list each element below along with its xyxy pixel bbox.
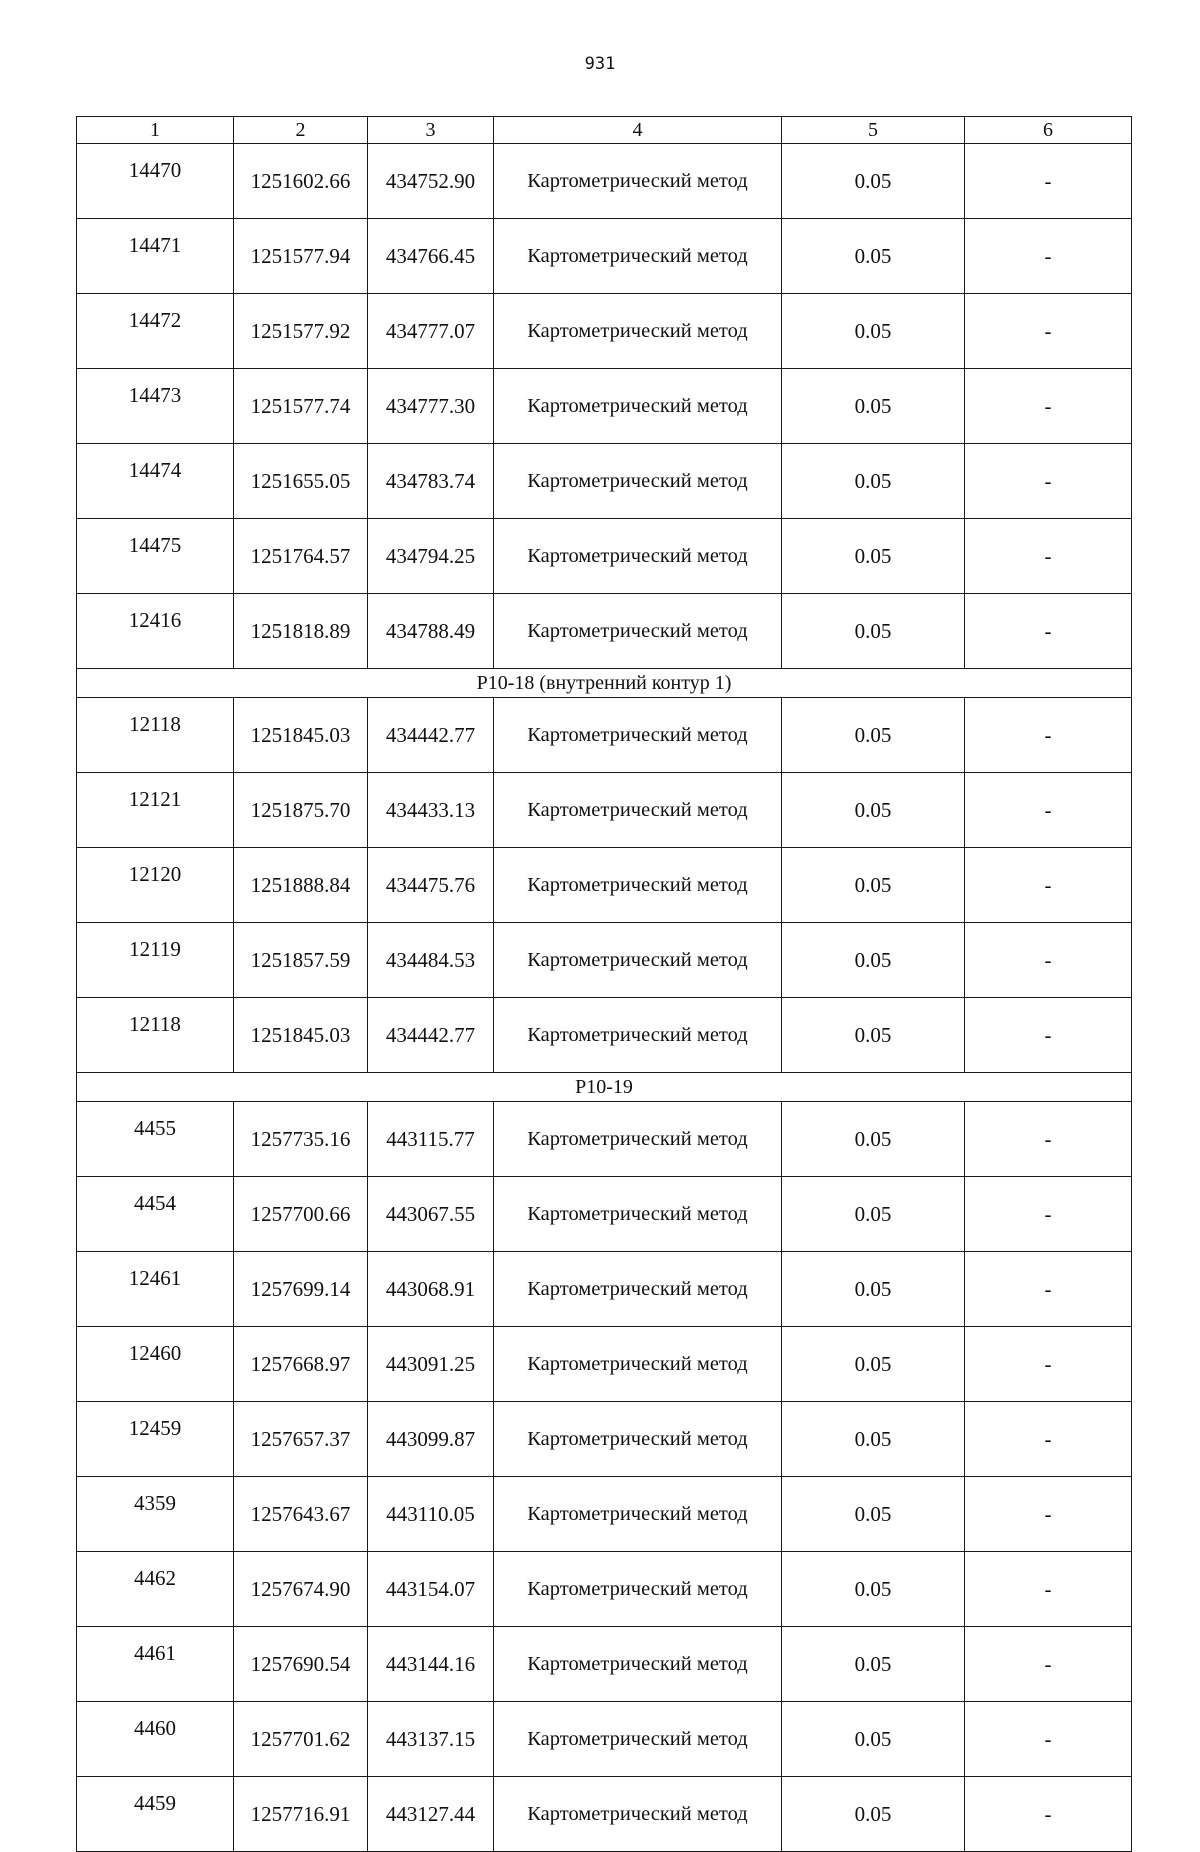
accuracy-cell: 0.05 — [782, 923, 965, 998]
point-number-cell: 12118 — [77, 998, 234, 1073]
method-cell: Картометрический метод — [494, 1627, 782, 1702]
table-row — [77, 848, 1132, 923]
accuracy-cell: 0.05 — [782, 1627, 965, 1702]
table-row — [77, 998, 1132, 1073]
note-cell: - — [965, 1102, 1132, 1177]
note-cell: - — [965, 1477, 1132, 1552]
method-cell: Картометрический метод — [494, 294, 782, 369]
column-header-3: 3 — [368, 117, 494, 144]
x-coordinate-cell: 1257735.16 — [234, 1102, 368, 1177]
point-number-cell: 14471 — [77, 219, 234, 294]
y-coordinate-cell: 443144.16 — [368, 1627, 494, 1702]
table-row — [77, 773, 1132, 848]
method-cell: Картометрический метод — [494, 519, 782, 594]
x-coordinate-cell: 1251602.66 — [234, 144, 368, 219]
y-coordinate-cell: 443099.87 — [368, 1402, 494, 1477]
method-cell: Картометрический метод — [494, 444, 782, 519]
point-number-cell: 4359 — [77, 1477, 234, 1552]
table-row — [77, 1777, 1132, 1852]
note-cell: - — [965, 998, 1132, 1073]
x-coordinate-cell: 1257643.67 — [234, 1477, 368, 1552]
point-number-cell: 4455 — [77, 1102, 234, 1177]
accuracy-cell: 0.05 — [782, 1402, 965, 1477]
table-row — [77, 1402, 1132, 1477]
accuracy-cell: 0.05 — [782, 144, 965, 219]
method-cell: Картометрический метод — [494, 1702, 782, 1777]
x-coordinate-cell: 1257657.37 — [234, 1402, 368, 1477]
table-row — [77, 369, 1132, 444]
table-row — [77, 698, 1132, 773]
column-header-5: 5 — [782, 117, 965, 144]
accuracy-cell: 0.05 — [782, 444, 965, 519]
x-coordinate-cell: 1251845.03 — [234, 698, 368, 773]
point-number-cell: 14475 — [77, 519, 234, 594]
point-number-cell: 14473 — [77, 369, 234, 444]
y-coordinate-cell: 443091.25 — [368, 1327, 494, 1402]
y-coordinate-cell: 443067.55 — [368, 1177, 494, 1252]
x-coordinate-cell: 1251764.57 — [234, 519, 368, 594]
point-number-cell: 12120 — [77, 848, 234, 923]
column-header-6: 6 — [965, 117, 1132, 144]
x-coordinate-cell: 1251845.03 — [234, 998, 368, 1073]
section-title: Р10-19 — [77, 1073, 1132, 1102]
note-cell: - — [965, 1327, 1132, 1402]
method-cell: Картометрический метод — [494, 1102, 782, 1177]
note-cell: - — [965, 848, 1132, 923]
y-coordinate-cell: 434777.07 — [368, 294, 494, 369]
method-cell: Картометрический метод — [494, 1777, 782, 1852]
method-cell: Картометрический метод — [494, 998, 782, 1073]
note-cell: - — [965, 519, 1132, 594]
accuracy-cell: 0.05 — [782, 1477, 965, 1552]
column-header-1: 1 — [77, 117, 234, 144]
accuracy-cell: 0.05 — [782, 294, 965, 369]
y-coordinate-cell: 443154.07 — [368, 1552, 494, 1627]
note-cell: - — [965, 1402, 1132, 1477]
accuracy-cell: 0.05 — [782, 1177, 965, 1252]
method-cell: Картометрический метод — [494, 848, 782, 923]
note-cell: - — [965, 594, 1132, 669]
table-row — [77, 1252, 1132, 1327]
y-coordinate-cell: 443127.44 — [368, 1777, 494, 1852]
table-row — [77, 594, 1132, 669]
method-cell: Картометрический метод — [494, 1402, 782, 1477]
table-row — [77, 519, 1132, 594]
point-number-cell: 12416 — [77, 594, 234, 669]
y-coordinate-cell: 434475.76 — [368, 848, 494, 923]
method-cell: Картометрический метод — [494, 219, 782, 294]
table-row — [77, 1477, 1132, 1552]
method-cell: Картометрический метод — [494, 698, 782, 773]
point-number-cell: 4460 — [77, 1702, 234, 1777]
y-coordinate-cell: 434783.74 — [368, 444, 494, 519]
y-coordinate-cell: 434442.77 — [368, 998, 494, 1073]
method-cell: Картометрический метод — [494, 594, 782, 669]
accuracy-cell: 0.05 — [782, 773, 965, 848]
accuracy-cell: 0.05 — [782, 1702, 965, 1777]
method-cell: Картометрический метод — [494, 1552, 782, 1627]
note-cell: - — [965, 698, 1132, 773]
accuracy-cell: 0.05 — [782, 1552, 965, 1627]
x-coordinate-cell: 1251888.84 — [234, 848, 368, 923]
page-number: 931 — [584, 54, 616, 74]
note-cell: - — [965, 923, 1132, 998]
y-coordinate-cell: 434752.90 — [368, 144, 494, 219]
point-number-cell: 12461 — [77, 1252, 234, 1327]
x-coordinate-cell: 1257690.54 — [234, 1627, 368, 1702]
note-cell: - — [965, 369, 1132, 444]
x-coordinate-cell: 1257716.91 — [234, 1777, 368, 1852]
method-cell: Картометрический метод — [494, 369, 782, 444]
table-row — [77, 1552, 1132, 1627]
x-coordinate-cell: 1251577.92 — [234, 294, 368, 369]
section-title: Р10-18 (внутренний контур 1) — [77, 669, 1132, 698]
x-coordinate-cell: 1251818.89 — [234, 594, 368, 669]
y-coordinate-cell: 434777.30 — [368, 369, 494, 444]
x-coordinate-cell: 1251655.05 — [234, 444, 368, 519]
x-coordinate-cell: 1257699.14 — [234, 1252, 368, 1327]
accuracy-cell: 0.05 — [782, 698, 965, 773]
note-cell: - — [965, 219, 1132, 294]
point-number-cell: 14470 — [77, 144, 234, 219]
x-coordinate-cell: 1251577.74 — [234, 369, 368, 444]
accuracy-cell: 0.05 — [782, 1252, 965, 1327]
accuracy-cell: 0.05 — [782, 848, 965, 923]
y-coordinate-cell: 434788.49 — [368, 594, 494, 669]
y-coordinate-cell: 443110.05 — [368, 1477, 494, 1552]
accuracy-cell: 0.05 — [782, 594, 965, 669]
note-cell: - — [965, 144, 1132, 219]
table-row — [77, 1327, 1132, 1402]
accuracy-cell: 0.05 — [782, 219, 965, 294]
point-number-cell: 12121 — [77, 773, 234, 848]
note-cell: - — [965, 1252, 1132, 1327]
column-header-4: 4 — [494, 117, 782, 144]
note-cell: - — [965, 1552, 1132, 1627]
table-row — [77, 219, 1132, 294]
note-cell: - — [965, 773, 1132, 848]
point-number-cell: 12118 — [77, 698, 234, 773]
x-coordinate-cell: 1257701.62 — [234, 1702, 368, 1777]
point-number-cell: 12459 — [77, 1402, 234, 1477]
accuracy-cell: 0.05 — [782, 369, 965, 444]
note-cell: - — [965, 444, 1132, 519]
x-coordinate-cell: 1257674.90 — [234, 1552, 368, 1627]
point-number-cell: 4462 — [77, 1552, 234, 1627]
table-row — [77, 1627, 1132, 1702]
accuracy-cell: 0.05 — [782, 998, 965, 1073]
table-row — [77, 294, 1132, 369]
x-coordinate-cell: 1251577.94 — [234, 219, 368, 294]
method-cell: Картометрический метод — [494, 923, 782, 998]
x-coordinate-cell: 1251875.70 — [234, 773, 368, 848]
method-cell: Картометрический метод — [494, 144, 782, 219]
method-cell: Картометрический метод — [494, 1177, 782, 1252]
y-coordinate-cell: 434442.77 — [368, 698, 494, 773]
accuracy-cell: 0.05 — [782, 1777, 965, 1852]
x-coordinate-cell: 1257668.97 — [234, 1327, 368, 1402]
coordinates-table — [76, 116, 1132, 1852]
method-cell: Картометрический метод — [494, 1252, 782, 1327]
method-cell: Картометрический метод — [494, 1477, 782, 1552]
y-coordinate-cell: 443137.15 — [368, 1702, 494, 1777]
column-header-2: 2 — [234, 117, 368, 144]
point-number-cell: 14474 — [77, 444, 234, 519]
y-coordinate-cell: 434794.25 — [368, 519, 494, 594]
point-number-cell: 4454 — [77, 1177, 234, 1252]
x-coordinate-cell: 1251857.59 — [234, 923, 368, 998]
y-coordinate-cell: 443068.91 — [368, 1252, 494, 1327]
table-row — [77, 1102, 1132, 1177]
table-row — [77, 1177, 1132, 1252]
method-cell: Картометрический метод — [494, 1327, 782, 1402]
section-row — [77, 669, 1132, 698]
point-number-cell: 12460 — [77, 1327, 234, 1402]
point-number-cell: 4461 — [77, 1627, 234, 1702]
accuracy-cell: 0.05 — [782, 519, 965, 594]
point-number-cell: 4459 — [77, 1777, 234, 1852]
point-number-cell: 14472 — [77, 294, 234, 369]
note-cell: - — [965, 1702, 1132, 1777]
method-cell: Картометрический метод — [494, 773, 782, 848]
header-row — [77, 117, 1132, 144]
accuracy-cell: 0.05 — [782, 1327, 965, 1402]
table-body — [77, 117, 1132, 1852]
point-number-cell: 12119 — [77, 923, 234, 998]
x-coordinate-cell: 1257700.66 — [234, 1177, 368, 1252]
note-cell: - — [965, 1177, 1132, 1252]
table-row — [77, 1702, 1132, 1777]
accuracy-cell: 0.05 — [782, 1102, 965, 1177]
note-cell: - — [965, 1777, 1132, 1852]
y-coordinate-cell: 443115.77 — [368, 1102, 494, 1177]
y-coordinate-cell: 434766.45 — [368, 219, 494, 294]
section-row — [77, 1073, 1132, 1102]
y-coordinate-cell: 434433.13 — [368, 773, 494, 848]
y-coordinate-cell: 434484.53 — [368, 923, 494, 998]
note-cell: - — [965, 294, 1132, 369]
table-row — [77, 444, 1132, 519]
table-row — [77, 144, 1132, 219]
table-row — [77, 923, 1132, 998]
note-cell: - — [965, 1627, 1132, 1702]
